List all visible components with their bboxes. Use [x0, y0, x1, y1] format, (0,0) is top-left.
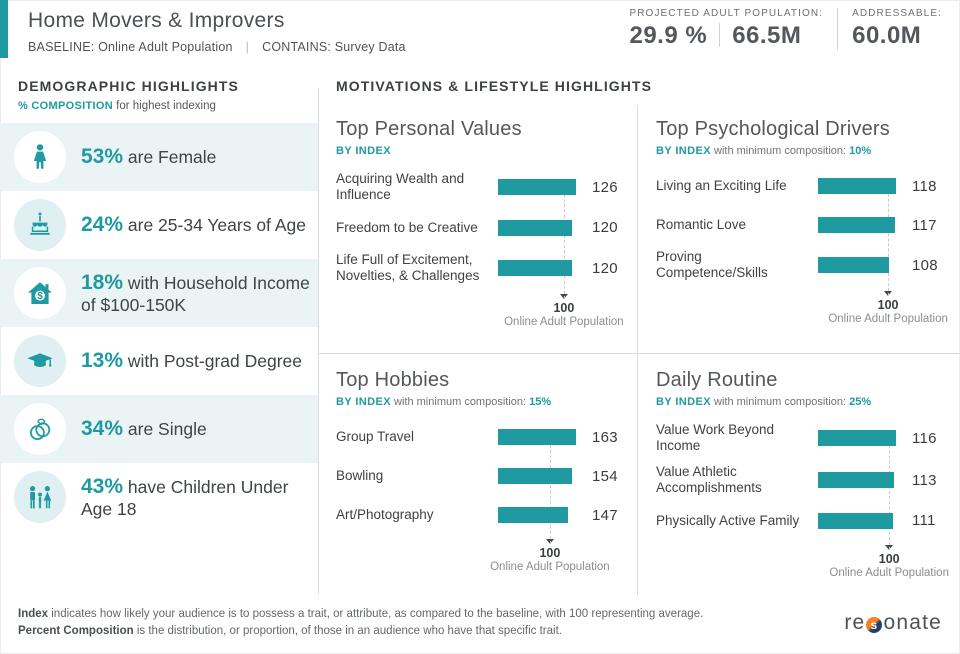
grad-cap-icon [14, 335, 66, 387]
bar-value: 147 [592, 506, 618, 524]
baseline-caption: Online Adult Population [504, 315, 624, 328]
chart-row [336, 171, 631, 204]
chart-row [336, 213, 631, 243]
demo-percent: 13% [81, 349, 124, 373]
chart-row [336, 422, 631, 452]
chart-daily-routine [638, 353, 960, 595]
bar-label: Group Travel [336, 428, 415, 444]
chart-subtitle: BY INDEX with minimum composition: 15% [336, 396, 552, 408]
baseline-value: 100 [539, 546, 561, 560]
bar-value: 163 [592, 428, 618, 446]
projected-percent-value: 29.9 % [629, 22, 708, 49]
by-index-label: BY INDEX [336, 396, 391, 408]
footnote [18, 606, 703, 641]
baseline-axis [814, 545, 960, 579]
min-composition-value: 25% [849, 396, 872, 408]
bar-track [498, 507, 582, 523]
index-bar [818, 257, 889, 273]
svg-text:$: $ [37, 291, 43, 303]
chart-row [656, 464, 954, 497]
demo-row [0, 191, 318, 259]
chart-subtitle: BY INDEX with minimum composition: 25% [656, 396, 872, 408]
index-bar [498, 260, 572, 276]
contains-text: CONTAINS: Survey Data [262, 40, 406, 54]
by-index-label: BY INDEX [656, 396, 711, 408]
bar-value: 118 [912, 177, 937, 195]
bar-label: Art/Photography [336, 506, 434, 522]
bar-label: Acquiring Wealth and Influence [336, 171, 465, 203]
index-bar [818, 430, 896, 446]
demo-row [0, 123, 318, 191]
chart-row [656, 210, 954, 240]
baseline-caption: Online Adult Population [490, 561, 610, 573]
min-composition-value: 15% [529, 396, 552, 408]
demo-stat: 34% are Single [81, 417, 207, 441]
baseline-axis [813, 291, 960, 325]
bar-label: Proving Competence/Skills [656, 249, 768, 281]
projected-population-label: PROJECTED ADULT POPULATION: [629, 8, 824, 19]
demo-stat: 18% with Household Income of $100-150K [81, 270, 310, 316]
chart-top-personal-values [318, 105, 638, 353]
bar-label: Life Full of Excitement, Novelties, & Challenges [336, 251, 480, 284]
metric-divider [837, 8, 838, 50]
chart-body [336, 422, 631, 573]
female-icon [14, 131, 66, 183]
bar-label: Value Athletic Accomplishments [656, 463, 762, 496]
baseline-axis [475, 539, 625, 573]
motivations-heading: MOTIVATIONS & LIFESTYLE HIGHLIGHTS [336, 78, 653, 94]
baseline-caption: Online Adult Population [829, 566, 949, 579]
chart-rows [336, 171, 631, 285]
demo-row [0, 327, 318, 395]
bar-value: 113 [912, 471, 937, 489]
projected-population-metric [629, 8, 823, 50]
addressable-metric [852, 8, 942, 50]
by-index-label: BY INDEX [336, 145, 391, 157]
demographic-rows [0, 123, 318, 531]
demographics-subheading [0, 100, 318, 112]
bar-label: Value Work Beyond Income [656, 422, 775, 454]
bar-track [498, 220, 582, 236]
chart-title: Top Psychological Drivers [656, 118, 890, 140]
bar-value: 126 [592, 178, 618, 196]
projected-count-value: 66.5M [732, 22, 802, 49]
chart-row [656, 171, 954, 201]
chart-row [336, 500, 631, 530]
motivations-section [318, 78, 960, 595]
bar-track [498, 179, 582, 195]
subtitle-divider: | [245, 40, 250, 54]
demo-stat: 43% have Children Under Age 18 [81, 474, 289, 520]
bar-value: 108 [912, 256, 938, 274]
bar-label: Romantic Love [656, 216, 747, 232]
logo-s-mark: s [866, 617, 882, 633]
baseline-value: 100 [553, 300, 575, 315]
chart-rows [336, 422, 631, 530]
bar-label: Living an Exciting Life [656, 177, 787, 193]
header-accent-bar [0, 0, 8, 58]
bar-track [818, 178, 902, 194]
baseline-value: 100 [877, 297, 899, 312]
demo-row [0, 463, 318, 531]
chart-title: Top Hobbies [336, 369, 450, 391]
baseline-text: BASELINE: Online Adult Population [28, 40, 233, 54]
chart-row [656, 249, 954, 282]
demographic-sidebar [0, 78, 318, 531]
demographics-heading: DEMOGRAPHIC HIGHLIGHTS [18, 78, 239, 94]
chart-body [336, 171, 631, 328]
header [0, 0, 960, 70]
bar-value: 111 [912, 512, 936, 530]
chart-row [336, 252, 631, 285]
bar-track [818, 472, 902, 488]
bar-track [818, 513, 902, 529]
index-bar [818, 178, 896, 194]
bar-label: Freedom to be Creative [336, 219, 478, 235]
bar-track [818, 217, 902, 233]
bar-track [818, 257, 902, 273]
chart-body [656, 171, 954, 325]
chart-subtitle: BY INDEX with minimum composition: 10% [656, 145, 872, 157]
min-composition-value: 10% [849, 145, 872, 157]
index-bar [498, 179, 576, 195]
footer [18, 606, 942, 641]
chart-row [336, 461, 631, 491]
chart-rows [656, 422, 954, 536]
header-metrics [629, 8, 942, 50]
family-icon [14, 471, 66, 523]
addressable-value: 60.0M [852, 22, 922, 49]
baseline-value: 100 [878, 551, 900, 566]
bar-track [818, 430, 902, 446]
chart-title: Top Personal Values [336, 118, 522, 140]
index-bar [818, 217, 895, 233]
chart-row [656, 422, 954, 455]
bar-value: 154 [592, 467, 618, 485]
chart-row [656, 506, 954, 536]
demo-row [0, 395, 318, 463]
house-dollar-icon [14, 267, 66, 319]
addressable-label: ADDRESSABLE: [852, 8, 942, 19]
resonate-logo: re s onate [844, 610, 942, 634]
bar-track [498, 468, 582, 484]
bar-label: Bowling [336, 467, 384, 483]
bar-value: 120 [592, 259, 618, 277]
index-bar [498, 220, 572, 236]
composition-rest: for highest indexing [116, 100, 216, 112]
demo-stat: 13% with Post-grad Degree [81, 349, 303, 373]
demo-row [0, 259, 318, 327]
bar-value: 120 [592, 219, 618, 237]
index-bar [818, 513, 893, 529]
header-titles [28, 9, 406, 54]
demo-stat: 53% are Female [81, 145, 217, 169]
chart-subtitle [336, 145, 631, 157]
demo-percent: 18% [81, 270, 124, 294]
chart-grid [318, 105, 960, 595]
header-subtitle [28, 40, 406, 54]
chart-top-psychological-drivers [638, 105, 960, 353]
demo-stat: 24% are 25-34 Years of Age [81, 213, 306, 237]
cake-icon [14, 199, 66, 251]
page-title: Home Movers & Improvers [28, 9, 285, 32]
bar-track [498, 260, 582, 276]
chart-title: Daily Routine [656, 369, 778, 391]
bar-value: 117 [912, 216, 937, 234]
composition-highlight: % COMPOSITION [18, 100, 113, 112]
index-bar [498, 468, 572, 484]
chart-rows [656, 171, 954, 282]
demo-percent: 34% [81, 417, 124, 441]
footnote-composition-line: Percent Composition is the distribution, or proportion, of those in an audience who have that specific trait. [18, 624, 562, 637]
chart-top-hobbies [318, 353, 638, 595]
index-bar [498, 429, 576, 445]
bar-track [498, 429, 582, 445]
bar-label: Physically Active Family [656, 512, 800, 528]
metric-divider [719, 23, 720, 47]
demo-percent: 24% [81, 213, 124, 237]
demo-percent: 53% [81, 145, 124, 169]
index-bar [498, 507, 568, 523]
bar-value: 116 [912, 429, 937, 447]
baseline-caption: Online Adult Population [828, 312, 948, 325]
footnote-index-line: Index indicates how likely your audience is to possess a trait, or attribute, as compared to the baseline, with 100 representing average. [18, 607, 704, 620]
demo-percent: 43% [81, 474, 124, 498]
chart-body [656, 422, 954, 579]
rings-icon [14, 403, 66, 455]
by-index-label: BY INDEX [656, 145, 711, 157]
index-bar [818, 472, 894, 488]
